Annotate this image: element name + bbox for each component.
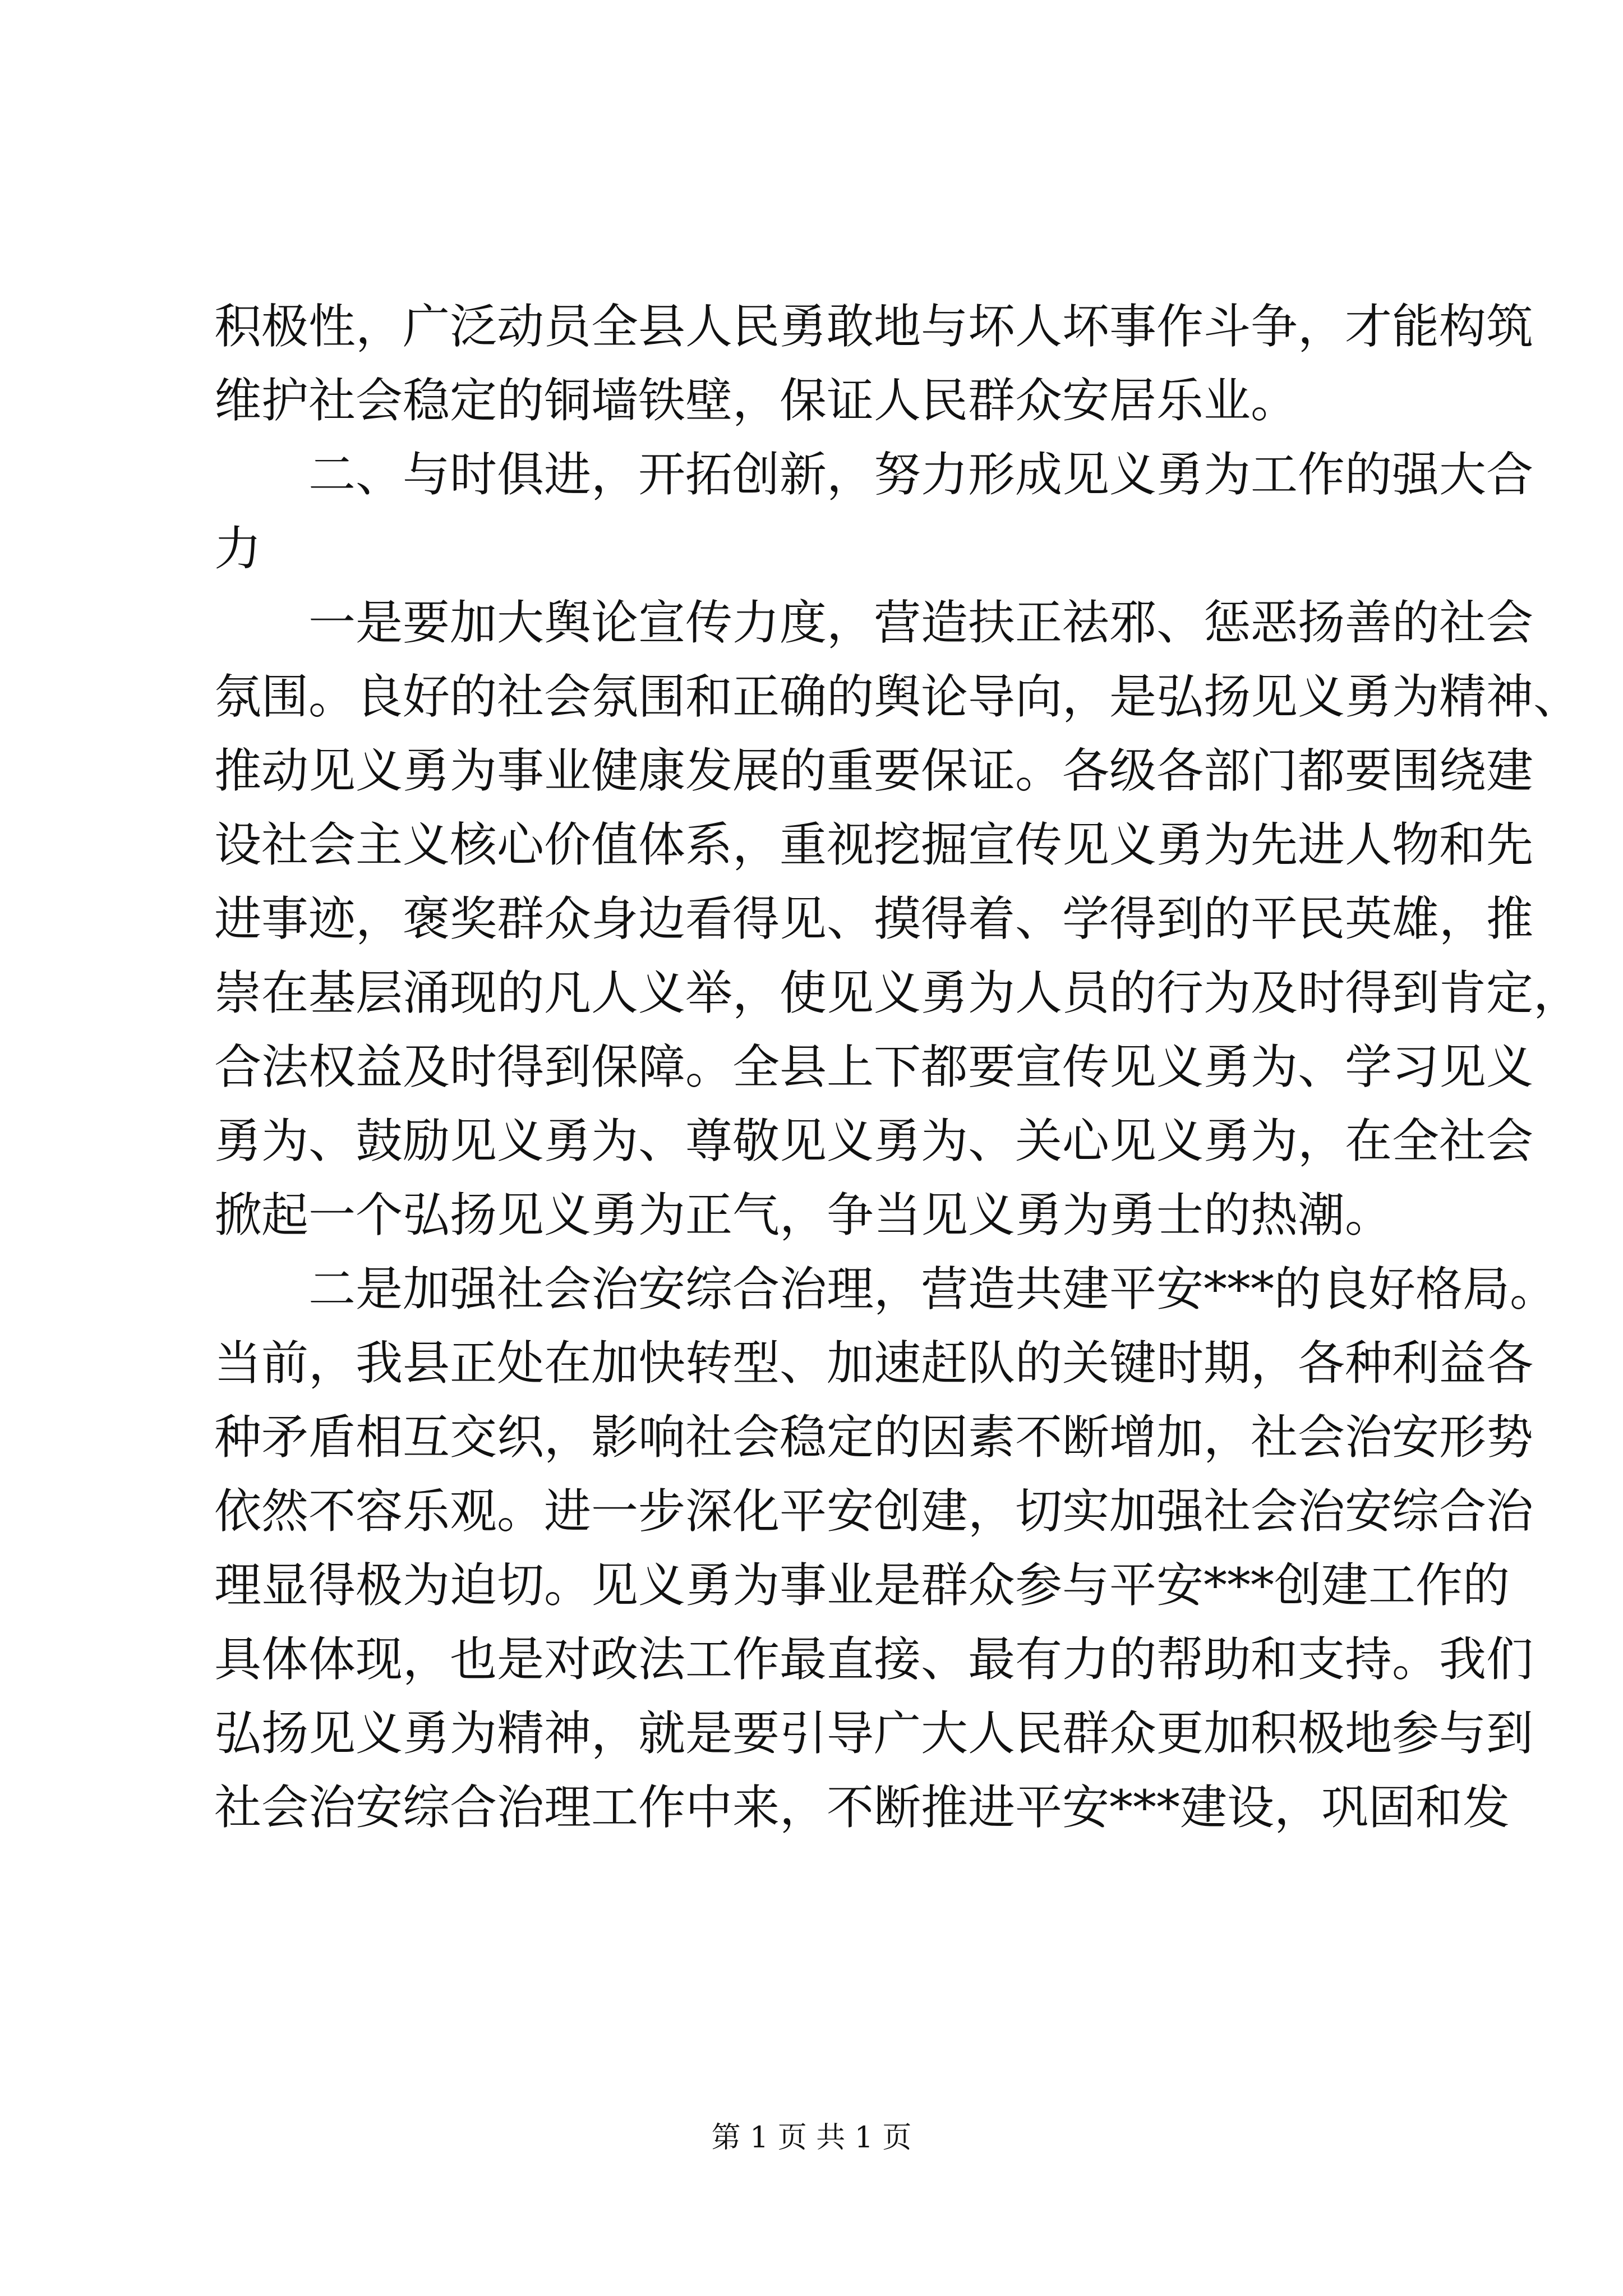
section-heading-line: 二、与时俱进，开拓创新，努力形成见义勇为工作的强大合: [308, 447, 1534, 502]
text-line: 当前，我县正处在加快转型、加速赶队的关键时期，各种利益各: [214, 1336, 1534, 1391]
text-line: 掀起一个弘扬见义勇为正气，争当见义勇为勇士的热潮。: [214, 1188, 1393, 1243]
text-line: 进事迹，褒奖群众身边看得见、摸得着、学得到的平民英雄，推: [214, 891, 1534, 946]
text-line: 氛围。良好的社会氛围和正确的舆论导向，是弘扬见义勇为精神、: [214, 669, 1581, 724]
text-line: 勇为、鼓励见义勇为、尊敬见义勇为、关心见义勇为，在全社会: [214, 1114, 1534, 1168]
text-line: 具体体现，也是对政法工作最直接、最有力的帮助和支持。我们: [214, 1632, 1534, 1687]
section-heading-line: 力: [214, 521, 262, 576]
text-line: 种矛盾相互交织，影响社会稳定的因素不断增加，社会治安形势: [214, 1410, 1534, 1465]
document-body: [214, 289, 1581, 1844]
text-line: 推动见义勇为事业健康发展的重要保证。各级各部门都要围绕建: [214, 743, 1534, 798]
text-line: 崇在基层涌现的凡人义举，使见义勇为人员的行为及时得到肯定，: [214, 965, 1581, 1020]
text-line: 维护社会稳定的铜墙铁壁，保证人民群众安居乐业。: [214, 373, 1298, 428]
text-line: 合法权益及时得到保障。全县上下都要宣传见义勇为、学习见义: [214, 1039, 1534, 1094]
text-line: 社会治安综合治理工作中来，不断推进平安***建设，巩固和发: [214, 1780, 1510, 1835]
text-line: 弘扬见义勇为精神，就是要引导广大人民群众更加积极地参与到: [214, 1706, 1534, 1761]
text-line: 二是加强社会治安综合治理，营造共建平安***的良好格局。: [308, 1262, 1557, 1317]
text-line: 理显得极为迫切。见义勇为事业是群众参与平安***创建工作的: [214, 1558, 1510, 1613]
text-line: 积极性，广泛动员全县人民勇敢地与坏人坏事作斗争，才能构筑: [214, 299, 1534, 354]
page-footer: 第 1 页 共 1 页: [711, 2121, 912, 2155]
text-line: 依然不容乐观。进一步深化平安创建，切实加强社会治安综合治: [214, 1484, 1534, 1539]
text-line: 设社会主义核心价值体系，重视挖掘宣传见义勇为先进人物和先: [214, 817, 1534, 872]
text-line: 一是要加大舆论宣传力度，营造扶正祛邪、惩恶扬善的社会: [308, 595, 1534, 650]
